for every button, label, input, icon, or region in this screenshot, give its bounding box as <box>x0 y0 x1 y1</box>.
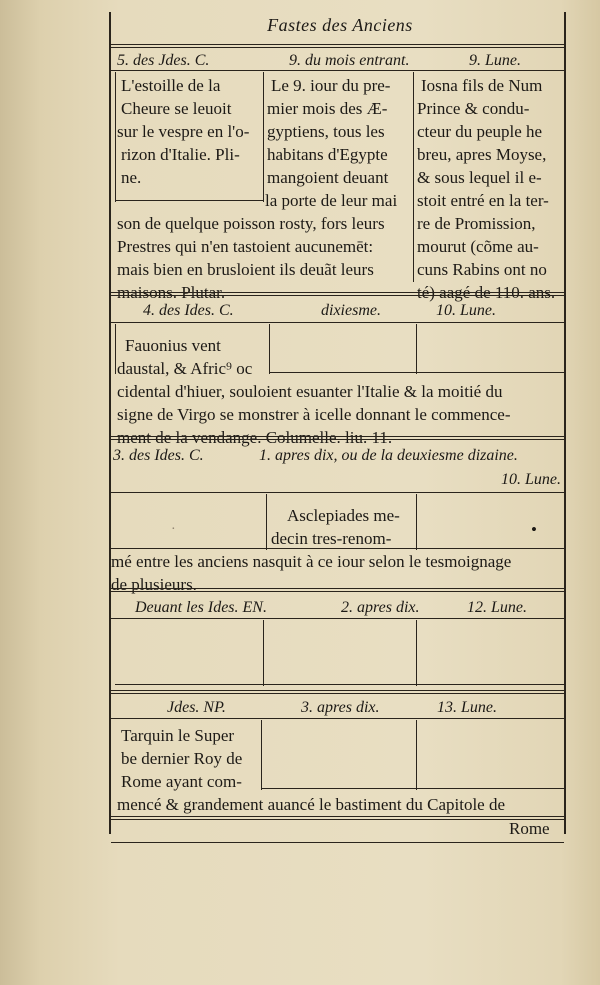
text-line: be dernier Roy de <box>121 749 243 768</box>
column-divider <box>269 324 270 374</box>
column-divider <box>416 324 417 374</box>
text-line: ne. <box>121 168 142 187</box>
rule <box>111 588 564 589</box>
ink-dot: • <box>531 520 537 539</box>
text-line: daustal, & Afric⁹ oc <box>117 359 253 378</box>
section5-header-ides: Jdes. NP. <box>167 699 226 716</box>
text-line: Le 9. iour du pre- <box>271 76 391 95</box>
column-divider <box>413 72 414 282</box>
rule <box>111 693 564 694</box>
text-line: sur le vespre en l'o- <box>117 122 250 141</box>
column-divider <box>115 324 116 374</box>
text-line: signe de Virgo se monstrer à icelle donnant le commence- <box>117 405 511 424</box>
rule <box>111 295 564 296</box>
text-line: ment de la vendange. Columelle. liu. 11. <box>117 428 393 447</box>
section4-header-moon: 12. Lune. <box>467 599 527 616</box>
rule <box>261 788 564 789</box>
rule <box>111 618 564 619</box>
rule <box>111 591 564 592</box>
column-divider <box>115 72 116 202</box>
text-line: Rome ayant com- <box>121 772 242 791</box>
text-line: cidental d'hiuer, souloient esuanter l'Italie & la moitié du <box>117 382 503 401</box>
text-line: la porte de leur mai <box>265 191 398 210</box>
section2-header-ides: 4. des Ides. C. <box>143 302 234 319</box>
section2-header-moon: 10. Lune. <box>436 302 496 319</box>
text-line: stoit entré en la ter- <box>417 191 549 210</box>
rule <box>111 842 564 843</box>
section1-header-day: 9. du mois entrant. <box>289 52 410 69</box>
section4-header-ides: Deuant les Ides. EN. <box>135 599 267 616</box>
rule <box>111 819 564 820</box>
section5-header-moon: 13. Lune. <box>437 699 497 716</box>
section3-header-ides: 3. des Ides. C. <box>113 447 204 464</box>
column-divider <box>263 72 264 202</box>
text-line: cuns Rabins ont no <box>417 260 547 279</box>
text-line: rizon d'Italie. Pli- <box>121 145 240 164</box>
section3-header-moon: 10. Lune. <box>501 471 561 488</box>
text-line: mé entre les anciens nasquit à ce iour selon le tesmoignage <box>111 552 512 571</box>
rule <box>115 684 564 685</box>
section2-header-day: dixiesme. <box>321 302 381 319</box>
calendar-frame <box>109 12 566 838</box>
text-line: L'estoille de la <box>121 76 221 95</box>
column-divider <box>263 620 264 686</box>
text-line: mangoient deuant <box>267 168 389 187</box>
section5-header-day: 3. apres dix. <box>301 699 380 716</box>
section3-header-day: 1. apres dix, ou de la deuxiesme dizaine. <box>259 447 518 464</box>
text-line: gyptiens, tous les <box>267 122 385 141</box>
section1-header-ides: 5. des Jdes. C. <box>117 52 210 69</box>
rule <box>111 690 564 691</box>
text-line: té) aagé de 110. ans. <box>417 283 556 302</box>
section4-header-day: 2. apres dix. <box>341 599 420 616</box>
text-line: mencé & grandement auancé le bastiment du Capitole de <box>117 795 506 814</box>
text-line: Fauonius vent <box>125 336 221 355</box>
text-line: Cheure se leuoit <box>121 99 232 118</box>
text-line: Asclepiades me- <box>287 506 400 525</box>
smudge-mark: · <box>171 522 176 537</box>
catchword: Rome <box>509 819 550 838</box>
rule <box>111 322 564 323</box>
text-line: Iosna fils de Num <box>421 76 543 95</box>
rule <box>111 436 564 437</box>
column-divider <box>416 494 417 550</box>
column-divider <box>416 620 417 686</box>
text-line: & sous lequel il e- <box>417 168 542 187</box>
text-line: maisons. Plutar. <box>117 283 226 302</box>
text-line: decin tres-renom- <box>271 529 392 548</box>
text-line: cteur du peuple he <box>417 122 543 141</box>
rule <box>111 292 564 293</box>
rule <box>269 372 564 373</box>
rule <box>111 47 564 48</box>
rule <box>111 44 564 45</box>
text-line: de plusieurs. <box>111 575 197 594</box>
text-line: habitans d'Egypte <box>267 145 388 164</box>
text-line: mourut (cõme au- <box>417 237 539 256</box>
running-title: Fastes des Anciens <box>267 15 413 35</box>
text-line: re de Promission, <box>417 214 536 233</box>
text-line: Prince & condu- <box>417 99 530 118</box>
text-line: mier mois des Æ- <box>267 99 388 118</box>
column-divider <box>261 720 262 790</box>
rule <box>111 70 564 71</box>
rule <box>115 200 264 201</box>
text-line: mais bien en brusloient ils deuãt leurs <box>117 260 374 279</box>
text-line: breu, apres Moyse, <box>417 145 547 164</box>
text-line: son de quelque poisson rosty, fors leurs <box>117 214 385 233</box>
rule <box>111 439 564 440</box>
text-line: Prestres qui n'en tastoient aucunemēt: <box>117 237 374 256</box>
column-divider <box>266 494 267 550</box>
column-divider <box>416 720 417 790</box>
rule <box>111 816 564 817</box>
rule <box>111 718 564 719</box>
text-line: Tarquin le Super <box>121 726 235 745</box>
section1-header-moon: 9. Lune. <box>469 52 521 69</box>
rule <box>111 492 564 493</box>
